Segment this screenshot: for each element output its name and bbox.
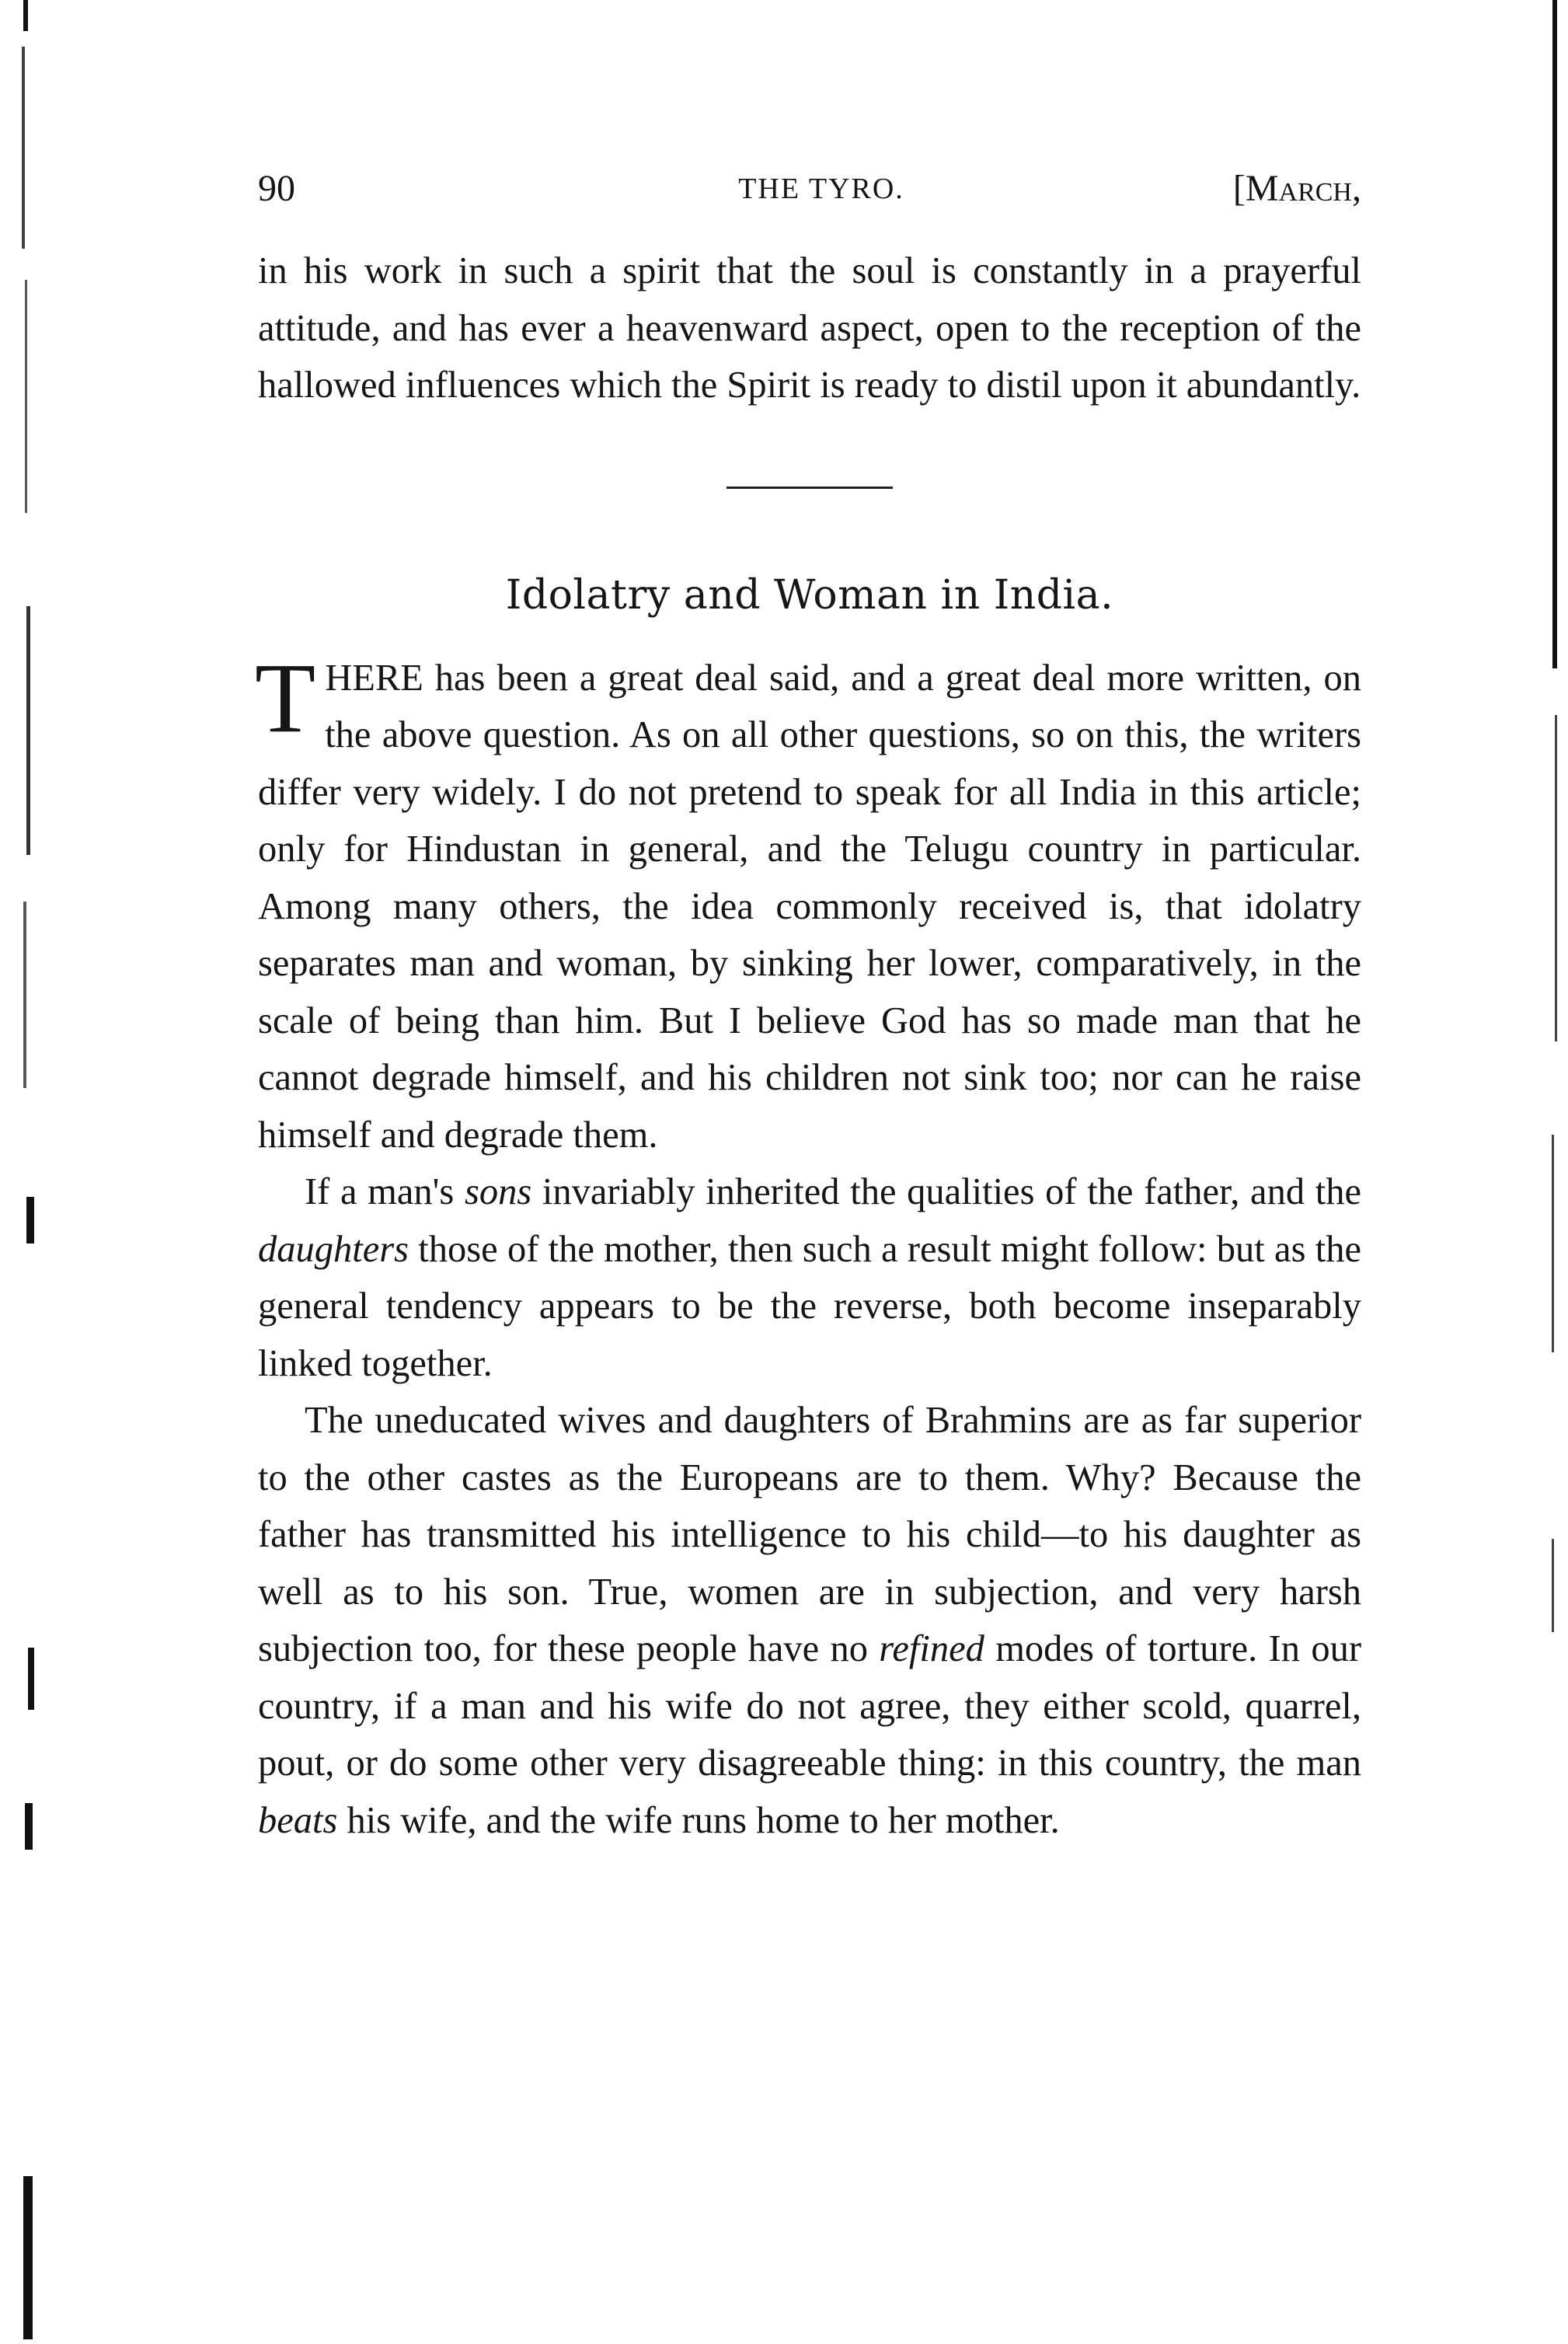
article-title: Idolatry and Woman in India. bbox=[505, 571, 1114, 619]
month-label: [March, bbox=[1232, 168, 1361, 209]
paragraph-1 bbox=[255, 642, 1361, 1164]
paragraph-2-text-e: those of the mother, then such a result might follow: but as the general tendency appears to be the reverse, both become inseparably linked together. bbox=[258, 1228, 1361, 1384]
page-number: 90 bbox=[258, 168, 295, 209]
article-body bbox=[255, 642, 1361, 1850]
drop-cap: T bbox=[255, 642, 316, 753]
emphasis-daughters: daughters bbox=[258, 1228, 409, 1270]
running-head bbox=[258, 162, 1361, 216]
emphasis-refined: refined bbox=[879, 1628, 984, 1669]
paragraph-1-text: HERE has been a great deal said, and a great deal more written, on the above question. As on all other questions, so on this, the writers differ very widely. I do not pretend to speak for all India in this article; only for Hindustan in general, and the Telugu country in particular. Among many others, the idea commonly received is, that idolatry separates man and woman, by sinking her lower, comparatively, in the scale of being than him. But I believe God has so made man that he cannot degrade himself, and his children not sink too; nor can he raise himself and degrade them. bbox=[258, 657, 1361, 1156]
paragraph-3 bbox=[258, 1392, 1361, 1849]
paragraph-3-text-a: The uneducated wives and daughters of Brahmins are as far superior to the other castes as the Europeans are to them. Why? Because the father has transmitted his intelligence to his child—to his daughter as well as to his son. True, women are in subjection, and very harsh subjection too, for these people have no bbox=[258, 1400, 1361, 1669]
paragraph-2 bbox=[258, 1163, 1361, 1392]
paragraph-3-text-c: modes of torture. In our country, if a man and his wife do not agree, they either scold, quarrel, pout, or do some other very disagreeable thing: in this country, the man bbox=[258, 1628, 1361, 1784]
journal-title: THE TYRO. bbox=[738, 173, 904, 205]
page bbox=[255, 162, 1361, 1849]
section-divider bbox=[727, 487, 893, 489]
scan-edge-right bbox=[1537, 0, 1568, 2344]
scan-edge-left bbox=[0, 0, 56, 2344]
emphasis-sons: sons bbox=[464, 1171, 532, 1212]
paragraph-2-text-c: invariably inherited the qualities of the father, and the bbox=[531, 1171, 1361, 1212]
paragraph-3-text-e: his wife, and the wife runs home to her mother. bbox=[337, 1799, 1060, 1841]
emphasis-beats: beats bbox=[258, 1799, 338, 1841]
continuation-paragraph: in his work in such a spirit that the soul is constantly in a prayerful attitude, and has ever a heavenward aspect, open to the reception of the hallowed influences which the Spirit is ready to distil upon it abundantly. bbox=[258, 250, 1361, 406]
paragraph-2-text-a: If a man's bbox=[305, 1171, 465, 1212]
